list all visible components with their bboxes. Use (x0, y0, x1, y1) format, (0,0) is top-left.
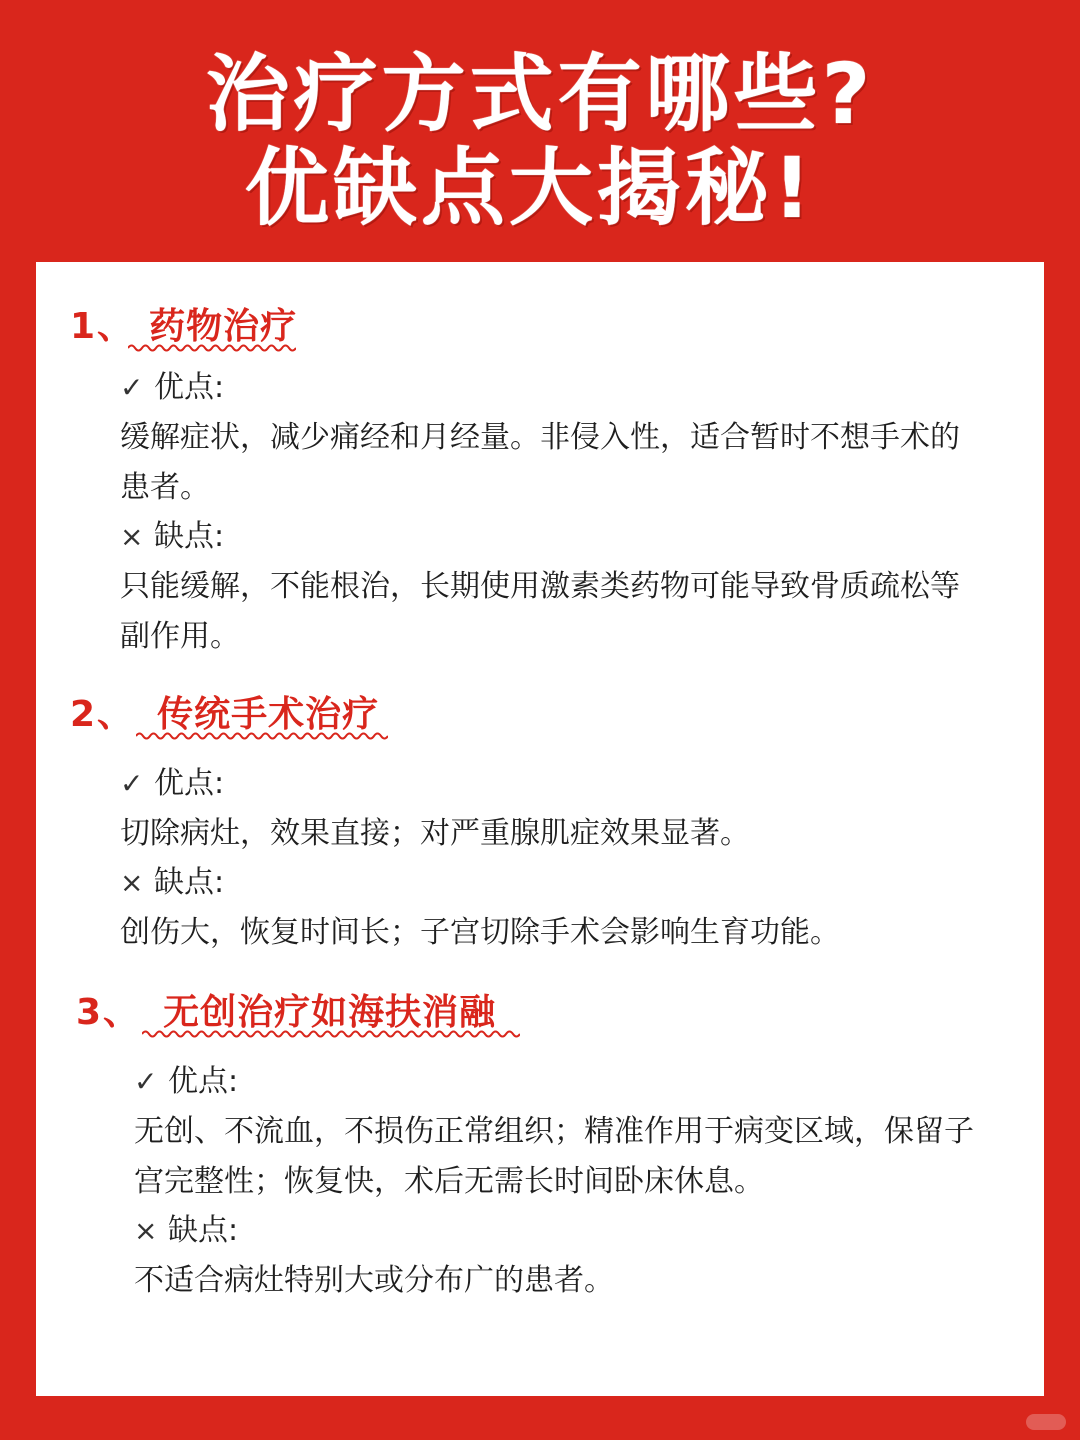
cross-icon: × (134, 1214, 158, 1247)
cons-label: × 缺点: (134, 1211, 238, 1251)
cross-icon: × (120, 866, 144, 899)
section-title: 无创治疗如海扶消融 (163, 992, 497, 1033)
pros-label: ✓ 优点: (120, 368, 224, 408)
section-number: 3、 (76, 992, 142, 1033)
pros-text: 无创、不流血，不损伤正常组织；精准作用于病变区域，保留子宫完整性；恢复快，术后无需长时间卧床休息。 (134, 1114, 974, 1199)
content-card (36, 262, 1044, 1396)
pros-text: 切除病灶，效果直接；对严重腺肌症效果显著。 (120, 816, 750, 851)
wavy-underline (128, 342, 296, 354)
cons-text: 只能缓解，不能根治，长期使用激素类药物可能导致骨质疏松等副作用。 (120, 569, 960, 654)
header-banner (0, 0, 1080, 262)
check-icon: ✓ (120, 767, 144, 800)
pros-label: ✓ 优点: (120, 764, 224, 804)
section-title: 药物治疗 (149, 306, 298, 347)
cons-label: × 缺点: (120, 863, 224, 903)
cons-label: × 缺点: (120, 517, 224, 557)
page-title-line-2: 优缺点大揭秘! (244, 139, 816, 237)
pros-text: 缓解症状，减少痛经和月经量。非侵入性，适合暂时不想手术的患者。 (120, 420, 960, 505)
page-title-line-1: 治疗方式有哪些? (205, 45, 875, 143)
check-icon: ✓ (120, 371, 144, 404)
section-number: 1、 (70, 306, 136, 347)
watermark (1026, 1414, 1066, 1430)
cons-text: 不适合病灶特别大或分布广的患者。 (134, 1263, 614, 1298)
wavy-underline (136, 730, 388, 742)
section-number: 2、 (70, 694, 136, 735)
cross-icon: × (120, 520, 144, 553)
pros-label: ✓ 优点: (134, 1062, 238, 1102)
check-icon: ✓ (134, 1065, 158, 1098)
wavy-underline (142, 1028, 520, 1040)
section-title: 传统手术治疗 (157, 694, 380, 735)
cons-text: 创伤大，恢复时间长；子宫切除手术会影响生育功能。 (120, 915, 840, 950)
